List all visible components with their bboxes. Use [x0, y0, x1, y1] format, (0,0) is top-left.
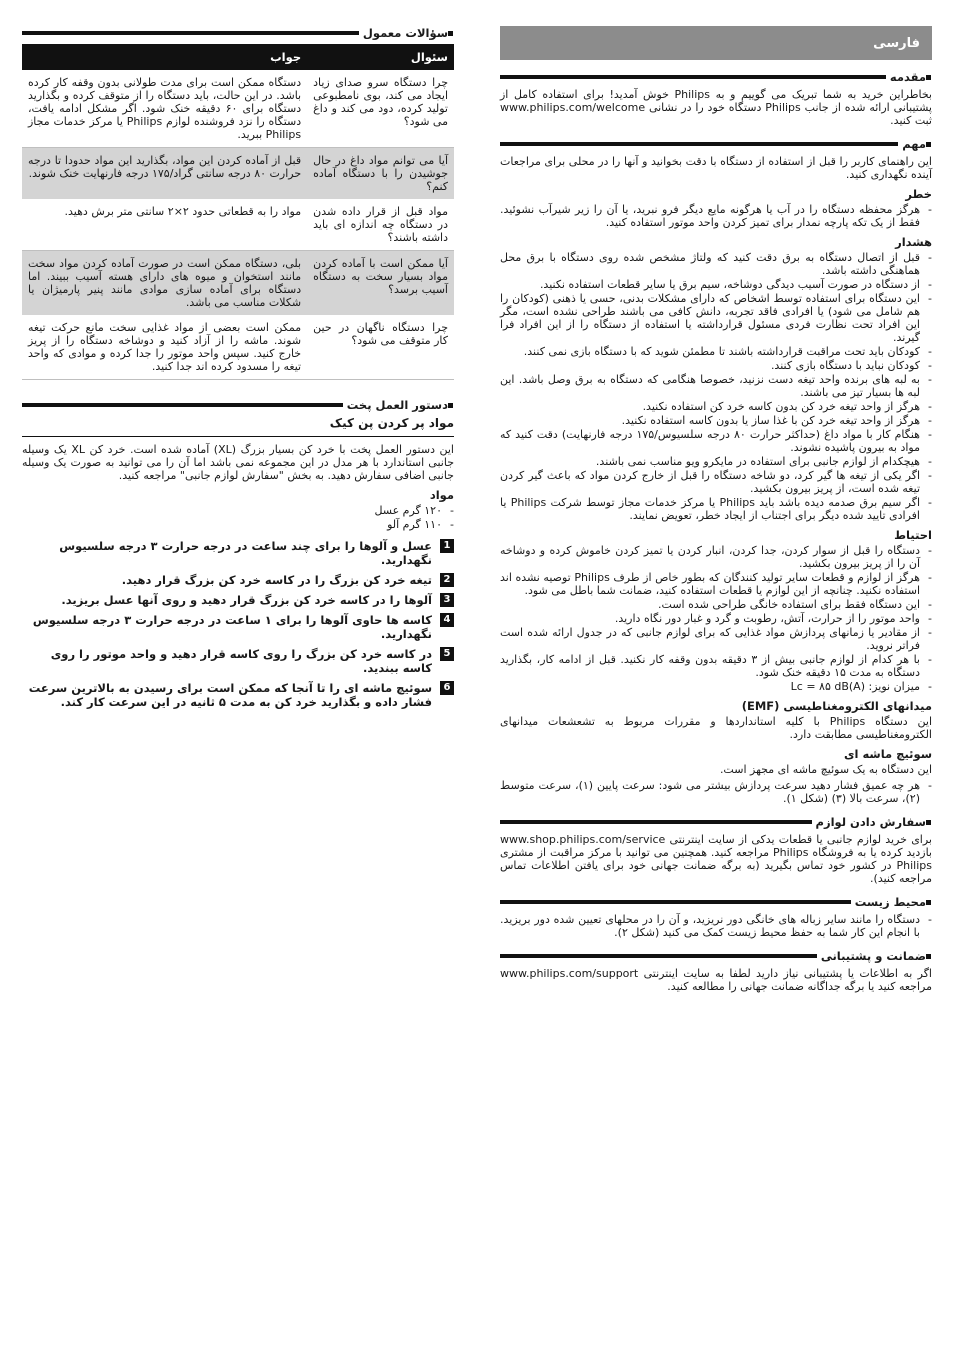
- section-intro-heading: مقدمه: [500, 70, 932, 84]
- trigger-text: این دستگاه به یک سوئیچ ماشه ای مجهز است.: [719, 763, 932, 776]
- guarantee-text: اگر به اطلاعات یا پشتیبانی نیاز دارید لطفا به سایت اینترنتی www.philips.com/support مراجعه کنید یا برگه جداگانه ضمانت جهانی را مطالعه کنید.: [500, 967, 932, 993]
- faq-header-question: سئوال: [307, 44, 454, 70]
- recipe-step: [22, 539, 454, 567]
- section-accessories-heading: سفارش دادن لوازم: [500, 815, 932, 829]
- step-text: آلوها را در کاسه خرد کن بزرگ قرار دهید و روی آنها عسل بریزید.: [61, 593, 432, 607]
- section-environment-heading: محیط زیست: [500, 895, 932, 909]
- list-item: - ۱۱۰ گرم آلو: [22, 518, 454, 531]
- list-item: - هرگز محفظه دستگاه را در آب یا هرگونه مایع دیگر فرو نبرید، یا آن را زیر شیرآب نشوئید. فقط از یک تکه پارچه نمدار برای تمیز کردن واحد موتور استفاده کنید.: [500, 203, 932, 229]
- list-item: - قبل از اتصال دستگاه به برق دقت کنید که ولتاژ مشخص شده روی دستگاه با برق محل هماهنگی داشته باشد.: [500, 251, 932, 277]
- section-important-heading: مهم: [500, 137, 932, 151]
- recipe-title: مواد پر کردن پن کیک: [329, 416, 454, 430]
- faq-question: مواد قبل از قرار داده شدن در دستگاه چه اندازه ای باید داشته باشند؟: [307, 199, 454, 251]
- list-item: - دستگاه را مانند سایر زباله های خانگی دور نریزید، و آن را در محلهای تعیین شده دور بریزید. با انجام این کار شما به حفظ محیط زیست کمک می کنید (شکل ۲).: [500, 913, 932, 939]
- caution-title: احتیاط: [894, 528, 932, 542]
- table-row: [22, 199, 454, 251]
- trigger-list: [500, 779, 932, 805]
- list-item: - هرگز از واحد تیغه خرد کن بدون کاسه خرد کن استفاده نکنید.: [500, 400, 932, 413]
- step-number: 1: [440, 539, 454, 553]
- recipe-step: [22, 681, 454, 709]
- ingredients-title: مواد: [429, 488, 454, 502]
- recipe-divider: [22, 436, 454, 437]
- list-item: - کودکان نباید با دستگاه بازی کنند.: [500, 359, 932, 372]
- table-row: [22, 315, 454, 380]
- faq-answer: قبل از آماده کردن این مواد، بگذارید این مواد حدودا تا درجه حرارت ۸۰ درجه سانتی گراد/۱۷۵ درجه فارنهایت خنک شوند.: [22, 148, 307, 200]
- section-guarantee-heading: ضمانت و پشتیبانی: [500, 949, 932, 963]
- step-number: 2: [440, 573, 454, 587]
- list-item: - با هر کدام از لوازم جانبی بیش از ۳ دقیقه بدون وقفه کار نکنید. قبل از ادامه کار، بگذارید دستگاه به مدت ۱۵ دقیقه خنک شود.: [500, 653, 932, 679]
- step-number: 3: [440, 593, 454, 607]
- list-item: - اگر سیم برق صدمه دیده باشد باید Philips یا مرکز خدمات مجاز توسط شرکت Philips یا افرادی تایید شده دیگر برای اجتناب از ایجاد خطر، تعویض نمایند.: [500, 496, 932, 522]
- list-item: - ۱۲۰ گرم عسل: [22, 504, 454, 517]
- faq-answer: مواد را به قطعاتی حدود ۲×۲ سانتی متر برش دهید.: [22, 199, 307, 251]
- table-row: [22, 148, 454, 200]
- faq-header-answer: جواب: [22, 44, 307, 70]
- step-text: تیغه خرد کن بزرگ را در کاسه خرد کن بزرگ قرار دهید.: [121, 573, 432, 587]
- recipe-step: [22, 613, 454, 641]
- ingredients-list: [22, 504, 454, 531]
- faq-question: آیا ممکن است با آماده کردن مواد بسیار سخت به دستگاه آسیب برسد؟: [307, 251, 454, 316]
- danger-list: [500, 203, 932, 229]
- section-faq-heading: سؤالات معمول: [22, 26, 454, 40]
- step-number: 6: [440, 681, 454, 695]
- list-item: - اگر یکی از تیغه ها گیر کرد، دو شاخه دستگاه را قبل از خارج کردن مواد که باعث گیر کردن تیغه شده است، از پریز بیرون بکشید.: [500, 469, 932, 495]
- warning-list: [500, 251, 932, 522]
- intro-text: بخاطراین خرید به شما تبریک می گوییم و به Philips خوش آمدید! برای استفاده کامل از پشتیبانی ارائه شده از جانب Philips دستگاه خود را در نشانی www.philips.com/welcome ثبت کنید.: [500, 88, 932, 127]
- step-text: در کاسه خرد کن بزرگ را روی کاسه قرار دهید و واحد موتور را روی کاسه ببندید.: [50, 647, 432, 675]
- caution-list: [500, 544, 932, 693]
- list-item: - هرگز از واحد تیغه خرد کن با غذا ساز یا بدون کاسه استفاده نکنید.: [500, 414, 932, 427]
- list-item: - هنگام کار با مواد داغ (حداکثر حرارت ۸۰ درجه سلسیوس/۱۷۵ درجه فارنهایت) دقت کنید که مواد به بیرون پاشیده نشوند.: [500, 428, 932, 454]
- list-item: - هرگز از لوازم و قطعات سایر تولید کنندگان که بطور خاص از طرف Philips توصیه نشده اند استفاده نکنید. چنانچه از این لوازم یا قطعات استفاده کنید، ضمانت شما باطل می شود.: [500, 571, 932, 597]
- faq-question: چرا دستگاه ناگهان در حین کار متوقف می شود؟: [307, 315, 454, 380]
- recipe-step: [22, 647, 454, 675]
- warning-title: هشدار: [895, 235, 932, 249]
- faq-answer: بلی، دستگاه ممکن است در صورت آماده کردن مواد سخت مانند استخوان و میوه های دارای هسته آسیب ببیند. اما دستگاه برای آماده سازی موادی مانند پنیر پارمیژان یا شکلات مناسب می باشد.: [22, 251, 307, 316]
- table-row: [22, 70, 454, 148]
- recipe-intro: این دستور العمل پخت با خرد کن بسیار بزرگ (XL) آماده شده است. خرد کن XL یک وسیله جانبی استاندارد با هر مدل در این مجموعه نمی باشد اما آن را می توانید به صورت یک وسیله جانبی اضافی سفارش دهید. به بخش "سفارش لوازم جانبی" مراجعه کنید.: [22, 443, 454, 482]
- list-item: - هیچکدام از لوازم جانبی برای استفاده در مایکرو ویو مناسب نمی باشند.: [500, 455, 932, 468]
- step-number: 5: [440, 647, 454, 661]
- table-row: [22, 251, 454, 316]
- list-item: - این دستگاه برای استفاده توسط اشخاص که دارای مشکلات بدنی، حسی یا ذهنی (کودکان را هم شامل می شود) یا افرادی فاقد تجربه، دانش کافی می باشند طراحی نشده است، مگر این افراد تحت نظارت فردی مسئول قرارداشته یا استفاده از دستگاه را از این افراد فرا گیرند.: [500, 292, 932, 344]
- step-text: عسل و آلوها را برای چند ساعت در درجه حرارت ۳ درجه سلسیوس نگهدارید.: [59, 539, 432, 567]
- faq-table: [22, 44, 454, 380]
- environment-list: [500, 913, 932, 939]
- list-item: - واحد موتور را از حرارت، آتش، رطوبت و گرد و غبار دور نگاه دارید.: [500, 612, 932, 625]
- faq-question: آیا می توانم مواد داغ در حال جوشیدن را با دستگاه آماده کنم؟: [307, 148, 454, 200]
- list-item: - کودکان باید تحت مراقبت قرارداشته باشند تا مطمئن شوید که با دستگاه بازی نمی کنند.: [500, 345, 932, 358]
- important-text: این راهنمای کاربر را قبل از استفاده از دستگاه با دقت بخوانید و آنها را در محلی برای مراجعات آینده نگهداری کنید.: [500, 155, 932, 181]
- accessories-text: برای خرید لوازم جانبی یا قطعات یدکی از سایت اینترنتی www.shop.philips.com/service بازدید کرده یا به فروشگاه Philips مراجعه کنید. همچنین می توانید با مرکز مراقبت از مشتری Philips در کشور خود تماس بگیرید (به برگه ضمانت جهانی خود برای یافتن اطلاعات تماس مراجعه کنید).: [500, 833, 932, 885]
- recipe-step: [22, 573, 454, 587]
- list-item: - از مقادیر یا زمانهای پردازش مواد غذایی که برای لوازم جانبی که در جدول ارائه شده است فراتر نروید.: [500, 626, 932, 652]
- left-column: [22, 20, 454, 715]
- emf-title: میدانهای الکترومغناطیسی (EMF): [741, 699, 932, 713]
- recipe-steps: [22, 539, 454, 709]
- list-item: - هر چه عمیق فشار دهید سرعت پردازش بیشتر می شود: سرعت پایین (۱)، سرعت متوسط (۲)، سرعت بالا (۳) (شکل ۱).: [500, 779, 932, 805]
- danger-title: خطر: [905, 187, 932, 201]
- faq-answer: ممکن است بعضی از مواد غذایی سخت مانع حرکت تیغه شوند. ماشه را از آزاد کنید و دوشاخه دستگاه را از پریز خارج کنید. سپس واحد موتور را جدا کرده و موادی که واحد تیغه را مسدود کرده اند جدا کنید.: [22, 315, 307, 380]
- list-item: - دستگاه را قبل از سوار کردن، جدا کردن، انبار کردن یا تمیز کردن خاموش کرده و دوشاخه آن را از پریز بیرون بکشید.: [500, 544, 932, 570]
- step-text: کاسه ها حاوی آلوها را برای ۱ ساعت در درجه حرارت ۳ درجه سلسیوس نگهدارید.: [32, 613, 432, 641]
- recipe-step: [22, 593, 454, 607]
- section-recipe-heading: دستور العمل پخت: [22, 398, 454, 412]
- faq-answer: دستگاه ممکن است برای مدت طولانی بدون وقفه کار کرده باشد. در این حالت، باید دستگاه را از متوقف کرده و بگذارید دستگاه برای ۶۰ دقیقه خنک شود. اگر مشکل ادامه یافت، دستگاه را نزد فروشنده لوازم Philips یا مرکز خدمات مجاز Philips ببرید.: [22, 70, 307, 148]
- step-text: سوئیچ ماشه ای را تا آنجا که ممکن است برای رسیدن به بالاترین سرعت فشار داده و بگذارید خرد کن به مدت ۵ ثانیه در این سرعت کار کند.: [28, 681, 432, 709]
- list-item: - میزان نویز: Lc = ۸۵ dB(A): [500, 680, 932, 693]
- language-banner: فارسی: [500, 26, 932, 60]
- list-item: - از دستگاه در صورت آسیب دیدگی دوشاخه، سیم برق یا سایر قطعات استفاده نکنید.: [500, 278, 932, 291]
- list-item: - به لبه های برنده واحد تیغه دست نزنید، خصوصا هنگامی که دستگاه به برق وصل باشد. این لبه ها بسیار تیز می باشند.: [500, 373, 932, 399]
- list-item: - این دستگاه فقط برای استفاده خانگی طراحی شده است.: [500, 598, 932, 611]
- right-column: [500, 26, 932, 996]
- emf-text: این دستگاه Philips با کلیه استانداردها و مقررات مربوط به تشعشعات میدانهای الکترومغناطیسی مطابقت دارد.: [500, 715, 933, 741]
- faq-question: چرا دستگاه سرو صدای زیاد ایجاد می کند، بوی نامطبوعی تولید کرده، دود می کند و داغ می شود؟: [307, 70, 454, 148]
- trigger-title: سوئیچ ماشه ای: [843, 747, 932, 761]
- step-number: 4: [440, 613, 454, 627]
